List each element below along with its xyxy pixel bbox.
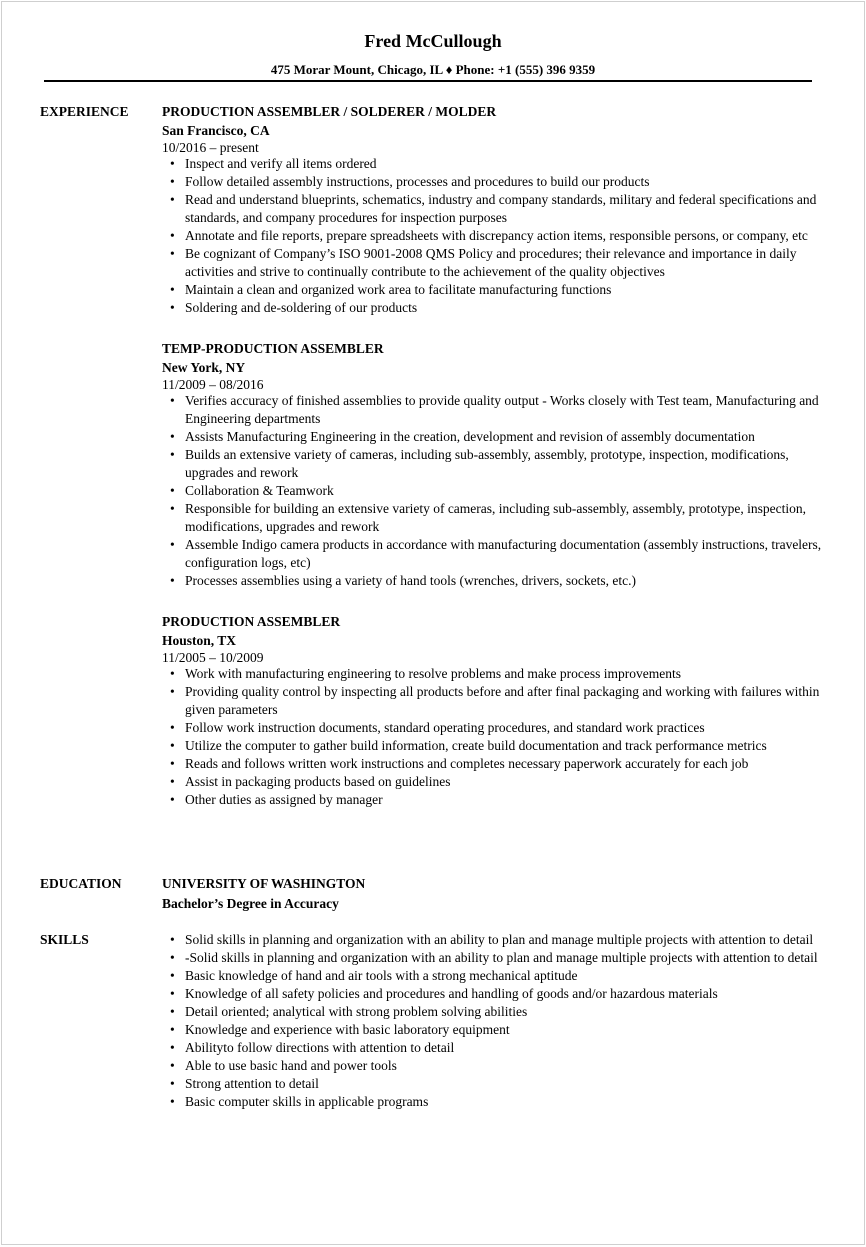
bullet-item: • Verifies accuracy of finished assemblies to provide quality output - Works closely with Test team, Manufacturing and Engineering departments bbox=[162, 392, 822, 428]
bullet-item: • Assemble Indigo camera products in accordance with manufacturing documentation (assembly instructions, travelers, configuration logs, etc) bbox=[162, 536, 822, 572]
skill-item: • -Solid skills in planning and organization with an ability to plan and manage multiple projects with attention to detail bbox=[162, 949, 822, 967]
bullet-item: • Responsible for building an extensive variety of cameras, including sub-assembly, assembly, prototype, inspection, modifications, upgrades and rework bbox=[162, 500, 822, 536]
job-dates: 11/2009 – 08/2016 bbox=[162, 377, 264, 392]
education-body bbox=[162, 875, 822, 913]
resume-header bbox=[2, 30, 864, 79]
job-dates: 11/2005 – 10/2009 bbox=[162, 650, 264, 665]
job-entry bbox=[162, 103, 822, 317]
experience-body bbox=[162, 103, 822, 832]
bullet-item: • Utilize the computer to gather build information, create build documentation and track performance metrics bbox=[162, 737, 822, 755]
skills-body bbox=[162, 931, 822, 1111]
candidate-name: Fred McCullough bbox=[364, 31, 502, 51]
bullet-item: • Soldering and de-soldering of our products bbox=[162, 299, 822, 317]
job-title: TEMP-PRODUCTION ASSEMBLER bbox=[162, 341, 384, 356]
job-entry bbox=[162, 613, 822, 809]
bullet-item: • Collaboration & Teamwork bbox=[162, 482, 822, 500]
job-bullets bbox=[162, 392, 822, 590]
job-bullets bbox=[162, 155, 822, 317]
job-title: PRODUCTION ASSEMBLER bbox=[162, 614, 341, 629]
bullet-item: • Follow work instruction documents, standard operating procedures, and standard work practices bbox=[162, 719, 822, 737]
skill-item: • Able to use basic hand and power tools bbox=[162, 1057, 822, 1075]
bullet-item: • Builds an extensive variety of cameras, including sub-assembly, assembly, prototype, inspection, modifications, upgrades and rework bbox=[162, 446, 822, 482]
resume-page bbox=[1, 1, 865, 1245]
job-bullets bbox=[162, 665, 822, 809]
education-heading: EDUCATION bbox=[40, 876, 122, 891]
header-divider bbox=[44, 80, 812, 82]
skills-heading: SKILLS bbox=[40, 932, 89, 947]
job-location: New York, NY bbox=[162, 360, 246, 375]
job-location: San Francisco, CA bbox=[162, 123, 270, 138]
bullet-item: • Assists Manufacturing Engineering in the creation, development and revision of assembly documentation bbox=[162, 428, 822, 446]
bullet-item: • Other duties as assigned by manager bbox=[162, 791, 822, 809]
job-title: PRODUCTION ASSEMBLER / SOLDERER / MOLDER bbox=[162, 104, 497, 119]
bullet-item: • Inspect and verify all items ordered bbox=[162, 155, 822, 173]
skills-list bbox=[162, 931, 822, 1111]
skill-item: • Strong attention to detail bbox=[162, 1075, 822, 1093]
bullet-item: • Annotate and file reports, prepare spreadsheets with discrepancy action items, responsible persons, or company, etc bbox=[162, 227, 822, 245]
skill-item: • Basic knowledge of hand and air tools with a strong mechanical aptitude bbox=[162, 967, 822, 985]
job-dates: 10/2016 – present bbox=[162, 140, 259, 155]
contact-line: 475 Morar Mount, Chicago, IL ♦ Phone: +1 (555) 396 9359 bbox=[270, 62, 596, 77]
skill-item: • Abilityto follow directions with attention to detail bbox=[162, 1039, 822, 1057]
skill-item: • Basic computer skills in applicable programs bbox=[162, 1093, 822, 1111]
degree-name: Bachelor’s Degree in Accuracy bbox=[162, 896, 339, 911]
skill-item: • Solid skills in planning and organization with an ability to plan and manage multiple projects with attention to detail bbox=[162, 931, 822, 949]
bullet-item: • Reads and follows written work instructions and completes necessary paperwork accurately for each job bbox=[162, 755, 822, 773]
experience-heading: EXPERIENCE bbox=[40, 104, 129, 119]
job-location: Houston, TX bbox=[162, 633, 237, 648]
job-entry bbox=[162, 340, 822, 590]
bullet-item: • Maintain a clean and organized work area to facilitate manufacturing functions bbox=[162, 281, 822, 299]
skill-item: • Knowledge of all safety policies and procedures and handling of goods and/or hazardous materials bbox=[162, 985, 822, 1003]
bullet-item: • Follow detailed assembly instructions, processes and procedures to build our products bbox=[162, 173, 822, 191]
bullet-item: • Processes assemblies using a variety of hand tools (wrenches, drivers, sockets, etc.) bbox=[162, 572, 822, 590]
skill-item: • Knowledge and experience with basic laboratory equipment bbox=[162, 1021, 822, 1039]
bullet-item: • Be cognizant of Company’s ISO 9001-2008 QMS Policy and procedures; their relevance and importance in daily activities and strive to continually contribute to the achievement of the quality objectives bbox=[162, 245, 822, 281]
school-name: UNIVERSITY OF WASHINGTON bbox=[162, 876, 366, 891]
bullet-item: • Assist in packaging products based on guidelines bbox=[162, 773, 822, 791]
bullet-item: • Work with manufacturing engineering to resolve problems and make process improvements bbox=[162, 665, 822, 683]
bullet-item: • Read and understand blueprints, schematics, industry and company standards, military and federal specifications and standards, and company procedures for inspection purposes bbox=[162, 191, 822, 227]
skill-item: • Detail oriented; analytical with strong problem solving abilities bbox=[162, 1003, 822, 1021]
bullet-item: • Providing quality control by inspecting all products before and after final packaging and working with failures within given parameters bbox=[162, 683, 822, 719]
